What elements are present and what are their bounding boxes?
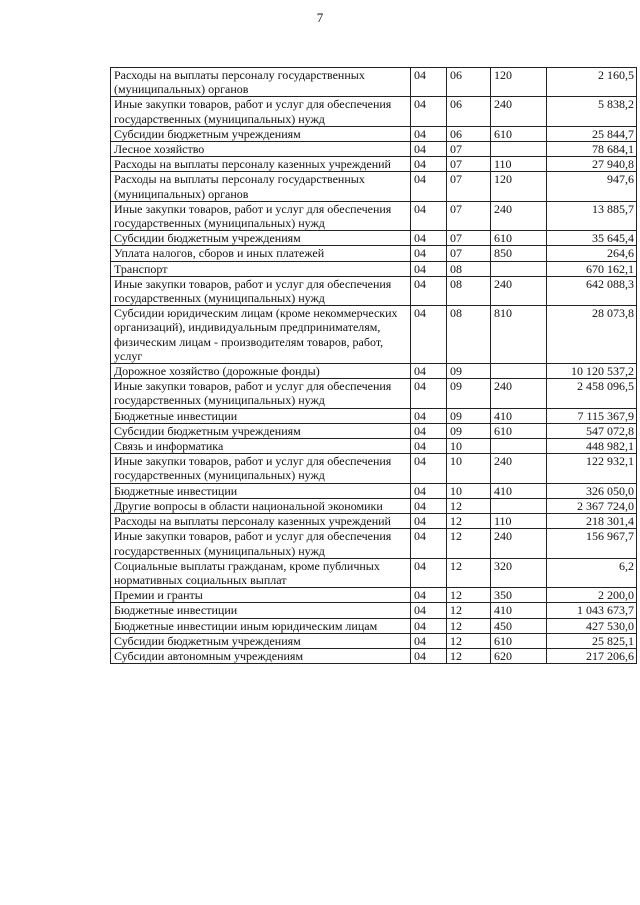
row-name-cell: Расходы на выплаты персоналу казенных учреждений (111, 157, 411, 172)
row-amount-cell: 27 940,8 (547, 157, 637, 172)
row-subsection-cell: 10 (447, 439, 491, 454)
page-number: 7 (316, 10, 324, 25)
table-row (111, 306, 637, 364)
row-amount-cell: 2 367 724,0 (547, 498, 637, 513)
row-name-cell: Премии и гранты (111, 588, 411, 603)
row-subsection-cell: 08 (447, 306, 491, 364)
row-name-cell: Субсидии автономным учреждениям (111, 648, 411, 663)
table-row (111, 68, 637, 97)
row-section-cell: 04 (411, 514, 447, 529)
row-section-cell: 04 (411, 498, 447, 513)
row-section-cell: 04 (411, 68, 447, 97)
row-subsection-cell: 12 (447, 648, 491, 663)
row-expense-type-cell: 810 (491, 306, 547, 364)
row-amount-cell: 218 301,4 (547, 514, 637, 529)
row-section-cell: 04 (411, 172, 447, 201)
row-subsection-cell: 08 (447, 261, 491, 276)
row-expense-type-cell: 240 (491, 379, 547, 408)
row-amount-cell: 5 838,2 (547, 97, 637, 126)
row-name-cell: Субсидии бюджетным учреждениям (111, 423, 411, 438)
table-row (111, 514, 637, 529)
row-amount-cell: 326 050,0 (547, 483, 637, 498)
row-name-cell: Расходы на выплаты персоналу казенных учреждений (111, 514, 411, 529)
row-name-cell: Социальные выплаты гражданам, кроме публичных нормативных социальных выплат (111, 558, 411, 587)
row-section-cell: 04 (411, 603, 447, 618)
row-subsection-cell: 08 (447, 276, 491, 305)
table-row (111, 603, 637, 618)
row-section-cell: 04 (411, 423, 447, 438)
table-row (111, 276, 637, 305)
table-row (111, 231, 637, 246)
row-expense-type-cell (491, 261, 547, 276)
row-amount-cell: 947,6 (547, 172, 637, 201)
row-expense-type-cell: 240 (491, 276, 547, 305)
row-name-cell: Расходы на выплаты персоналу государственных (муниципальных) органов (111, 68, 411, 97)
table-row (111, 379, 637, 408)
row-name-cell: Иные закупки товаров, работ и услуг для обеспечения государственных (муниципальных) нужд (111, 276, 411, 305)
table-row (111, 246, 637, 261)
row-name-cell: Субсидии бюджетным учреждениям (111, 231, 411, 246)
row-section-cell: 04 (411, 201, 447, 230)
row-expense-type-cell: 120 (491, 172, 547, 201)
row-name-cell: Субсидии бюджетным учреждениям (111, 126, 411, 141)
row-expense-type-cell (491, 364, 547, 379)
row-name-cell: Другие вопросы в области национальной экономики (111, 498, 411, 513)
row-name-cell: Бюджетные инвестиции (111, 483, 411, 498)
table-row (111, 529, 637, 558)
row-amount-cell: 122 932,1 (547, 454, 637, 483)
row-amount-cell: 13 885,7 (547, 201, 637, 230)
row-name-cell: Иные закупки товаров, работ и услуг для обеспечения государственных (муниципальных) нужд (111, 97, 411, 126)
row-subsection-cell: 12 (447, 558, 491, 587)
table-row (111, 142, 637, 157)
row-name-cell: Бюджетные инвестиции (111, 603, 411, 618)
row-amount-cell: 2 458 096,5 (547, 379, 637, 408)
row-amount-cell: 10 120 537,2 (547, 364, 637, 379)
row-name-cell: Уплата налогов, сборов и иных платежей (111, 246, 411, 261)
row-amount-cell: 28 073,8 (547, 306, 637, 364)
row-amount-cell: 547 072,8 (547, 423, 637, 438)
table-row (111, 439, 637, 454)
row-section-cell: 04 (411, 618, 447, 633)
row-section-cell: 04 (411, 633, 447, 648)
row-subsection-cell: 12 (447, 498, 491, 513)
row-amount-cell: 35 645,4 (547, 231, 637, 246)
row-section-cell: 04 (411, 231, 447, 246)
row-amount-cell: 78 684,1 (547, 142, 637, 157)
row-section-cell: 04 (411, 529, 447, 558)
row-section-cell: 04 (411, 261, 447, 276)
row-expense-type-cell: 240 (491, 454, 547, 483)
row-amount-cell: 7 115 367,9 (547, 408, 637, 423)
row-expense-type-cell: 610 (491, 126, 547, 141)
table-row (111, 618, 637, 633)
row-amount-cell: 6,2 (547, 558, 637, 587)
row-subsection-cell: 06 (447, 97, 491, 126)
row-subsection-cell: 07 (447, 231, 491, 246)
table-row (111, 648, 637, 663)
row-section-cell: 04 (411, 439, 447, 454)
row-subsection-cell: 07 (447, 172, 491, 201)
row-expense-type-cell: 120 (491, 68, 547, 97)
row-amount-cell: 448 982,1 (547, 439, 637, 454)
row-name-cell: Иные закупки товаров, работ и услуг для обеспечения государственных (муниципальных) нужд (111, 379, 411, 408)
row-name-cell: Бюджетные инвестиции (111, 408, 411, 423)
row-name-cell: Субсидии юридическим лицам (кроме некоммерческих организаций), индивидуальным предпринимателям, физическим лицам - производителям товаров, работ, услуг (111, 306, 411, 364)
budget-table-body (111, 68, 637, 664)
table-row (111, 558, 637, 587)
table-row (111, 261, 637, 276)
table-row (111, 172, 637, 201)
row-name-cell: Иные закупки товаров, работ и услуг для обеспечения государственных (муниципальных) нужд (111, 201, 411, 230)
row-name-cell: Бюджетные инвестиции иным юридическим лицам (111, 618, 411, 633)
row-subsection-cell: 06 (447, 126, 491, 141)
row-amount-cell: 156 967,7 (547, 529, 637, 558)
row-section-cell: 04 (411, 408, 447, 423)
row-expense-type-cell: 850 (491, 246, 547, 261)
row-expense-type-cell: 110 (491, 514, 547, 529)
row-subsection-cell: 06 (447, 68, 491, 97)
row-expense-type-cell: 450 (491, 618, 547, 633)
row-amount-cell: 25 825,1 (547, 633, 637, 648)
row-name-cell: Расходы на выплаты персоналу государственных (муниципальных) органов (111, 172, 411, 201)
row-section-cell: 04 (411, 126, 447, 141)
table-row (111, 157, 637, 172)
table-row (111, 97, 637, 126)
row-subsection-cell: 07 (447, 246, 491, 261)
row-subsection-cell: 12 (447, 633, 491, 648)
row-subsection-cell: 12 (447, 618, 491, 633)
row-expense-type-cell (491, 439, 547, 454)
row-amount-cell: 1 043 673,7 (547, 603, 637, 618)
table-row (111, 633, 637, 648)
row-amount-cell: 2 200,0 (547, 588, 637, 603)
row-subsection-cell: 07 (447, 201, 491, 230)
table-row (111, 498, 637, 513)
row-subsection-cell: 12 (447, 529, 491, 558)
row-amount-cell: 670 162,1 (547, 261, 637, 276)
row-expense-type-cell: 610 (491, 633, 547, 648)
row-subsection-cell: 07 (447, 142, 491, 157)
row-section-cell: 04 (411, 97, 447, 126)
row-subsection-cell: 09 (447, 364, 491, 379)
row-name-cell: Лесное хозяйство (111, 142, 411, 157)
row-section-cell: 04 (411, 588, 447, 603)
table-row (111, 201, 637, 230)
row-expense-type-cell: 240 (491, 201, 547, 230)
row-subsection-cell: 09 (447, 408, 491, 423)
row-expense-type-cell: 240 (491, 97, 547, 126)
row-section-cell: 04 (411, 276, 447, 305)
row-expense-type-cell: 620 (491, 648, 547, 663)
row-section-cell: 04 (411, 483, 447, 498)
row-expense-type-cell: 610 (491, 423, 547, 438)
row-amount-cell: 642 088,3 (547, 276, 637, 305)
row-amount-cell: 25 844,7 (547, 126, 637, 141)
row-name-cell: Транспорт (111, 261, 411, 276)
row-name-cell: Субсидии бюджетным учреждениям (111, 633, 411, 648)
row-subsection-cell: 10 (447, 483, 491, 498)
row-name-cell: Иные закупки товаров, работ и услуг для обеспечения государственных (муниципальных) нужд (111, 529, 411, 558)
row-expense-type-cell (491, 142, 547, 157)
row-section-cell: 04 (411, 157, 447, 172)
row-expense-type-cell: 110 (491, 157, 547, 172)
table-row (111, 423, 637, 438)
row-expense-type-cell: 240 (491, 529, 547, 558)
row-name-cell: Связь и информатика (111, 439, 411, 454)
table-row (111, 408, 637, 423)
row-subsection-cell: 12 (447, 588, 491, 603)
row-name-cell: Иные закупки товаров, работ и услуг для обеспечения государственных (муниципальных) нужд (111, 454, 411, 483)
row-expense-type-cell (491, 498, 547, 513)
row-expense-type-cell: 350 (491, 588, 547, 603)
row-section-cell: 04 (411, 454, 447, 483)
row-subsection-cell: 12 (447, 514, 491, 529)
table-row (111, 126, 637, 141)
row-amount-cell: 427 530,0 (547, 618, 637, 633)
row-subsection-cell: 07 (447, 157, 491, 172)
table-row (111, 454, 637, 483)
table-row (111, 483, 637, 498)
table-row (111, 588, 637, 603)
row-expense-type-cell: 610 (491, 231, 547, 246)
row-name-cell: Дорожное хозяйство (дорожные фонды) (111, 364, 411, 379)
row-section-cell: 04 (411, 142, 447, 157)
table-row (111, 364, 637, 379)
row-amount-cell: 217 206,6 (547, 648, 637, 663)
row-subsection-cell: 09 (447, 423, 491, 438)
row-expense-type-cell: 320 (491, 558, 547, 587)
row-section-cell: 04 (411, 558, 447, 587)
row-section-cell: 04 (411, 379, 447, 408)
row-section-cell: 04 (411, 246, 447, 261)
budget-table (110, 67, 637, 664)
row-section-cell: 04 (411, 648, 447, 663)
row-amount-cell: 2 160,5 (547, 68, 637, 97)
row-subsection-cell: 10 (447, 454, 491, 483)
row-expense-type-cell: 410 (491, 603, 547, 618)
row-subsection-cell: 09 (447, 379, 491, 408)
row-amount-cell: 264,6 (547, 246, 637, 261)
row-section-cell: 04 (411, 306, 447, 364)
row-expense-type-cell: 410 (491, 483, 547, 498)
row-section-cell: 04 (411, 364, 447, 379)
row-subsection-cell: 12 (447, 603, 491, 618)
row-expense-type-cell: 410 (491, 408, 547, 423)
